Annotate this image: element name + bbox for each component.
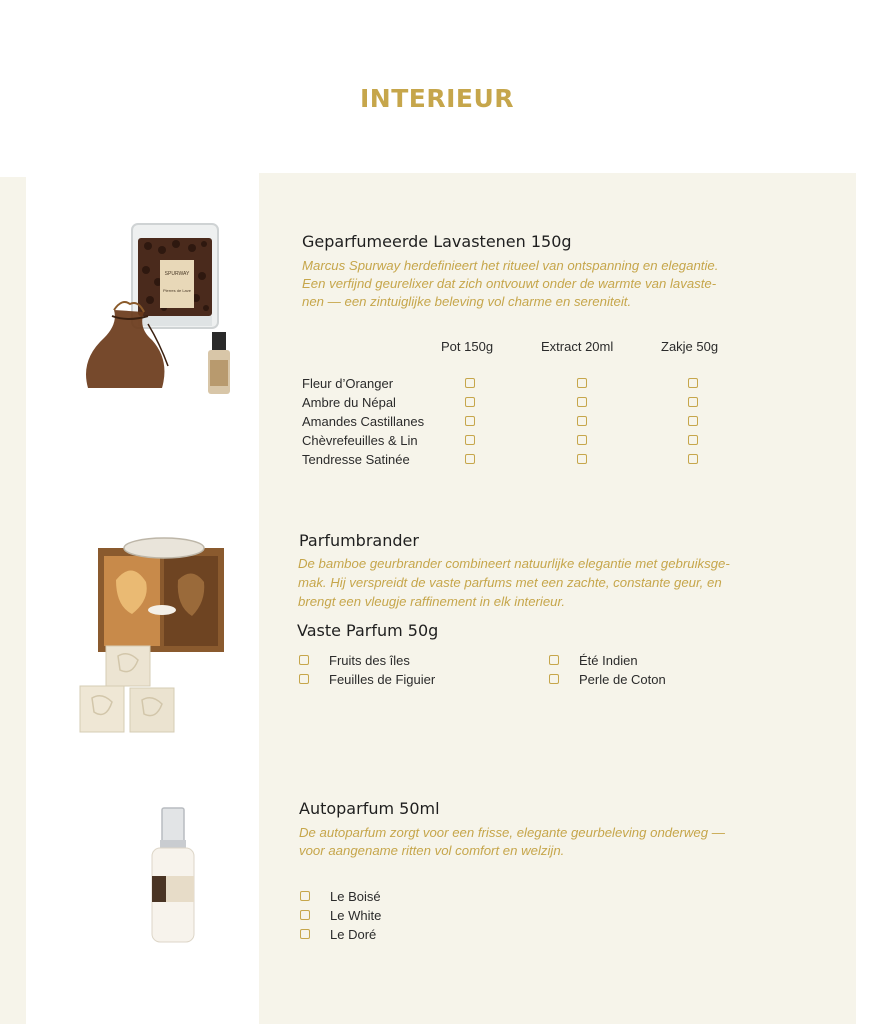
- checkbox-extract-ambre-du-nepal[interactable]: [577, 397, 587, 407]
- checkbox-perle-de-coton[interactable]: [549, 674, 559, 684]
- checkbox-fruits-des-iles[interactable]: [299, 655, 309, 665]
- option-label: Perle de Coton: [579, 672, 666, 687]
- option-label: Le White: [330, 908, 382, 923]
- lava-stones-product-image: [78, 220, 248, 400]
- scent-row-label: Ambre du Népal: [302, 395, 396, 410]
- checkbox-pot-fleur-doranger[interactable]: [465, 378, 475, 388]
- checkbox-le-white[interactable]: [300, 910, 310, 920]
- checkbox-zakje-amandes-castillanes[interactable]: [688, 416, 698, 426]
- left-panel-edge: [0, 177, 26, 1024]
- checkbox-extract-amandes-castillanes[interactable]: [577, 416, 587, 426]
- lava-stones-title: Geparfumeerde Lavastenen 150g: [302, 232, 572, 251]
- scent-row-label: Tendresse Satinée: [302, 452, 410, 467]
- burner-description-line3: brengt een vleugje raffinement in elk interieur.: [298, 594, 566, 609]
- lava-stones-description-line2: Een verfijnd geurelixer dat zich ontvouwt onder de warmte van lavaste-: [302, 276, 717, 291]
- lava-jar-label-line2: Pierres de Lave: [162, 288, 192, 293]
- lava-jar-label-line1: SPURWAY: [164, 271, 190, 277]
- checkbox-pot-amandes-castillanes[interactable]: [465, 416, 475, 426]
- checkbox-zakje-ambre-du-nepal[interactable]: [688, 397, 698, 407]
- checkbox-le-boise[interactable]: [300, 891, 310, 901]
- car-perfume-description-line1: De autoparfum zorgt voor een frisse, elegante geurbeleving onderweg —: [299, 825, 725, 840]
- option-label: Été Indien: [579, 653, 638, 668]
- option-label: Le Boisé: [330, 889, 381, 904]
- checkbox-pot-chevrefeuilles-lin[interactable]: [465, 435, 475, 445]
- checkbox-pot-tendresse-satinee[interactable]: [465, 454, 475, 464]
- page-title: INTERIEUR: [359, 84, 515, 113]
- scent-row-label: Amandes Castillanes: [302, 414, 425, 429]
- burner-title: Parfumbrander: [299, 531, 419, 550]
- checkbox-extract-fleur-doranger[interactable]: [577, 378, 587, 388]
- checkbox-extract-tendresse-satinee[interactable]: [577, 454, 587, 464]
- checkbox-zakje-fleur-doranger[interactable]: [688, 378, 698, 388]
- column-header-pot: Pot 150g: [441, 339, 494, 354]
- lava-stones-description-line3: nen — een zintuiglijke beleving vol charme en sereniteit.: [302, 294, 632, 309]
- scent-row-label: Chèvrefeuilles & Lin: [302, 433, 418, 448]
- column-header-extract: Extract 20ml: [541, 339, 614, 354]
- burner-description-line2: mak. Hij verspreidt de vaste parfums met een zachte, constante geur, en: [298, 575, 722, 590]
- lava-stones-description-line1: Marcus Spurway herdefinieert het ritueel van ontspanning en elegantie.: [302, 258, 719, 273]
- burner-product-image: [76, 530, 236, 738]
- checkbox-le-dore[interactable]: [300, 929, 310, 939]
- car-perfume-title: Autoparfum 50ml: [299, 799, 440, 818]
- option-label: Le Doré: [330, 927, 377, 942]
- option-label: Fruits des îles: [329, 653, 410, 668]
- solid-parfum-subtitle: Vaste Parfum 50g: [297, 621, 439, 640]
- checkbox-feuilles-de-figuier[interactable]: [299, 674, 309, 684]
- scent-row-label: Fleur d’Oranger: [302, 376, 394, 391]
- checkbox-zakje-chevrefeuilles-lin[interactable]: [688, 435, 698, 445]
- car-perfume-description-line2: voor aangename ritten vol comfort en welzijn.: [299, 843, 565, 858]
- column-header-zakje: Zakje 50g: [661, 339, 719, 354]
- checkbox-extract-chevrefeuilles-lin[interactable]: [577, 435, 587, 445]
- option-label: Feuilles de Figuier: [329, 672, 436, 687]
- checkbox-pot-ambre-du-nepal[interactable]: [465, 397, 475, 407]
- car-perfume-product-image: [146, 806, 198, 944]
- checkbox-zakje-tendresse-satinee[interactable]: [688, 454, 698, 464]
- burner-description-line1: De bamboe geurbrander combineert natuurlijke elegantie met gebruiksge-: [298, 556, 730, 571]
- checkbox-ete-indien[interactable]: [549, 655, 559, 665]
